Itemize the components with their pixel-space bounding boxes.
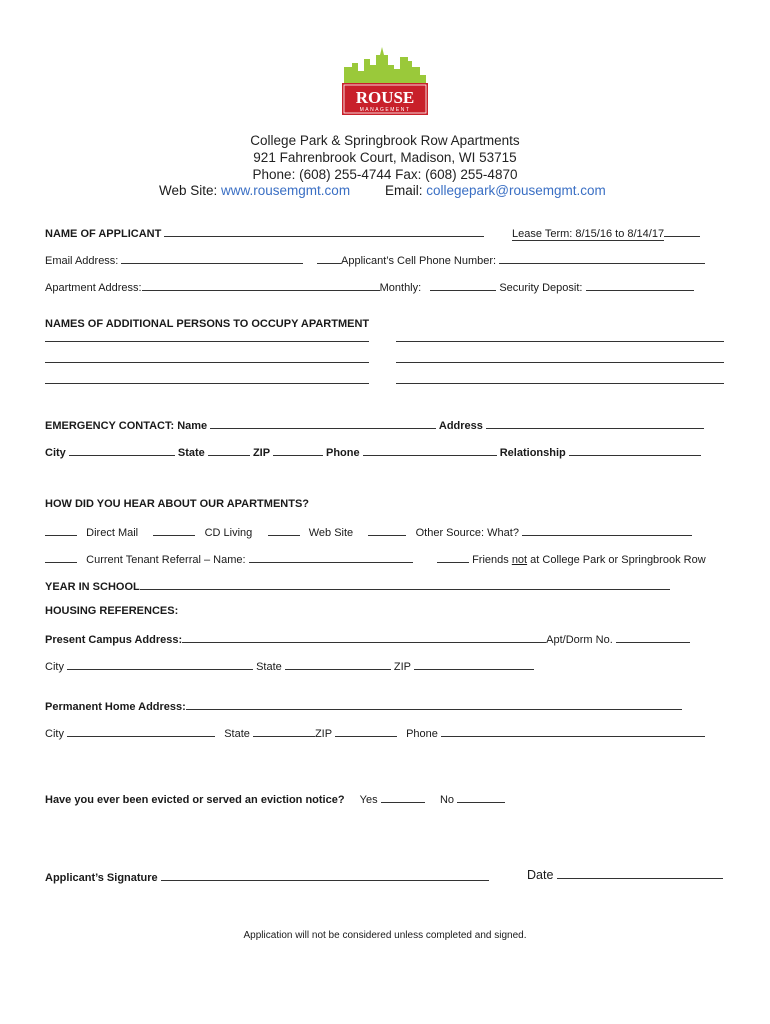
cd-living-label: CD Living — [204, 527, 253, 539]
emergency-city-label: City — [45, 447, 66, 459]
emergency-address-field[interactable] — [486, 418, 704, 429]
campus-state-label: State — [256, 661, 282, 673]
signature-row — [45, 870, 489, 884]
additional-person-line-1[interactable] — [45, 341, 369, 342]
lease-term-field[interactable] — [664, 226, 700, 237]
header-phone-fax: Phone: (608) 255-4744 Fax: (608) 255-4870 — [252, 167, 518, 182]
home-zip-label: ZIP — [314, 728, 332, 740]
additional-person-line-5[interactable] — [45, 383, 369, 384]
tenant-referral-field[interactable] — [249, 552, 413, 563]
friends-check[interactable] — [437, 552, 469, 563]
header-address: 921 Fahrenbrook Court, Madison, WI 53715 — [253, 150, 517, 165]
email-row — [45, 253, 303, 267]
cd-living-check[interactable] — [153, 525, 195, 536]
monthly-field[interactable] — [430, 280, 496, 291]
eviction-no-field[interactable] — [457, 792, 505, 803]
security-deposit-field[interactable] — [586, 280, 694, 291]
home-state-field[interactable] — [253, 726, 315, 737]
lease-term-row — [512, 226, 700, 240]
date-row — [527, 868, 723, 882]
header-website — [159, 183, 350, 198]
email-label: Email: — [385, 183, 427, 198]
apartment-address-label: Apartment Address: — [45, 282, 142, 294]
friends-label-not: not — [511, 554, 528, 566]
friends-label-prefix: Friends — [472, 554, 512, 566]
emergency-zip-field[interactable] — [273, 445, 323, 456]
eviction-yes-field[interactable] — [381, 792, 425, 803]
friends-label-suffix: at College Park or Springbrook Row — [527, 554, 706, 566]
signature-label: Applicant’s Signature — [45, 872, 158, 884]
direct-mail-label: Direct Mail — [86, 527, 139, 539]
year-in-school-row — [45, 579, 670, 593]
additional-persons-heading: NAMES OF ADDITIONAL PERSONS TO OCCUPY APARTMENT — [45, 318, 370, 330]
email-link[interactable]: collegepark@rousemgmt.com — [426, 183, 606, 198]
signature-field[interactable] — [161, 870, 489, 881]
emergency-phone-label: Phone — [325, 447, 360, 459]
logo-sub-text: MANAGEMENT — [359, 107, 411, 113]
year-in-school-field[interactable] — [140, 579, 670, 590]
tenant-referral-check[interactable] — [45, 552, 77, 563]
date-label: Date — [527, 868, 554, 882]
home-city-row — [45, 726, 705, 740]
eviction-no-label: No — [439, 794, 455, 806]
home-zip-field[interactable] — [335, 726, 397, 737]
additional-person-line-6[interactable] — [396, 383, 724, 384]
rouse-management-logo — [340, 45, 430, 119]
present-campus-row — [45, 632, 690, 646]
direct-mail-check[interactable] — [45, 525, 77, 536]
cell-phone-prefix-line — [317, 253, 341, 264]
campus-zip-label: ZIP — [393, 661, 411, 673]
logo-brand-text: ROUSE — [355, 88, 415, 107]
other-source-field[interactable] — [522, 525, 692, 536]
web-site-check[interactable] — [268, 525, 300, 536]
header-property-name: College Park & Springbrook Row Apartments — [250, 133, 520, 148]
campus-city-row — [45, 659, 534, 673]
website-label: Web Site: — [159, 183, 222, 198]
other-source-label: Other Source: What? — [415, 527, 519, 539]
friends-row — [437, 552, 706, 566]
eviction-question: Have you ever been evicted or served an eviction notice? — [45, 794, 345, 806]
emergency-city-row — [45, 445, 701, 459]
additional-person-line-3[interactable] — [45, 362, 369, 363]
housing-references-heading: HOUSING REFERENCES: — [45, 605, 179, 617]
eviction-yes-label: Yes — [359, 794, 378, 806]
how-did-you-hear-heading: HOW DID YOU HEAR ABOUT OUR APARTMENTS? — [45, 498, 309, 510]
permanent-home-field[interactable] — [186, 699, 682, 710]
campus-city-field[interactable] — [67, 659, 253, 670]
emergency-relationship-field[interactable] — [569, 445, 701, 456]
apt-dorm-field[interactable] — [616, 632, 690, 643]
home-state-label: State — [224, 728, 250, 740]
emergency-relationship-label: Relationship — [499, 447, 566, 459]
additional-person-line-4[interactable] — [396, 362, 724, 363]
campus-zip-field[interactable] — [414, 659, 534, 670]
lease-term-label: Lease Term: 8/15/16 to 8/14/17 — [512, 228, 665, 240]
web-site-label: Web Site — [308, 527, 354, 539]
campus-state-field[interactable] — [285, 659, 391, 670]
cell-phone-field[interactable] — [499, 253, 705, 264]
home-phone-field[interactable] — [441, 726, 705, 737]
present-campus-field[interactable] — [182, 632, 546, 643]
applicant-name-field[interactable] — [164, 226, 484, 237]
present-campus-label: Present Campus Address: — [45, 634, 183, 646]
emergency-address-label: Address — [438, 420, 483, 432]
monthly-label: Monthly: — [379, 282, 422, 294]
emergency-name-field[interactable] — [210, 418, 436, 429]
emergency-state-label: State — [177, 447, 205, 459]
tenant-referral-row — [45, 552, 413, 566]
home-city-label: City — [45, 728, 64, 740]
emergency-contact-row — [45, 418, 704, 432]
home-city-field[interactable] — [67, 726, 215, 737]
eviction-row — [45, 792, 505, 806]
emergency-contact-label: EMERGENCY CONTACT: Name — [45, 420, 208, 432]
other-source-check[interactable] — [368, 525, 406, 536]
website-link[interactable]: www.rousemgmt.com — [221, 183, 351, 198]
source-options-row — [45, 525, 692, 539]
footer-note: Application will not be considered unless completed and signed. — [243, 930, 527, 941]
apt-dorm-label: Apt/Dorm No. — [546, 634, 613, 646]
year-in-school-label: YEAR IN SCHOOL — [45, 581, 140, 593]
permanent-home-label: Permanent Home Address: — [45, 701, 186, 713]
permanent-home-row — [45, 699, 682, 713]
home-phone-label: Phone — [406, 728, 438, 740]
name-of-applicant-row — [45, 226, 484, 240]
cell-phone-label: Applicant’s Cell Phone Number: — [341, 255, 497, 267]
apartment-address-row — [45, 280, 694, 294]
email-address-label: Email Address: — [45, 255, 119, 267]
cell-phone-row — [317, 253, 705, 267]
emergency-phone-field[interactable] — [363, 445, 497, 456]
security-deposit-label: Security Deposit: — [499, 282, 583, 294]
name-of-applicant-label: NAME OF APPLICANT — [45, 228, 162, 240]
emergency-zip-label: ZIP — [252, 447, 270, 459]
emergency-city-field[interactable] — [69, 445, 175, 456]
apartment-address-field[interactable] — [142, 280, 380, 291]
emergency-state-field[interactable] — [208, 445, 250, 456]
additional-person-line-2[interactable] — [396, 341, 724, 342]
campus-city-label: City — [45, 661, 64, 673]
email-address-field[interactable] — [121, 253, 303, 264]
tenant-referral-label: Current Tenant Referral – Name: — [86, 554, 246, 566]
header-email — [385, 183, 606, 198]
date-field[interactable] — [557, 868, 723, 879]
